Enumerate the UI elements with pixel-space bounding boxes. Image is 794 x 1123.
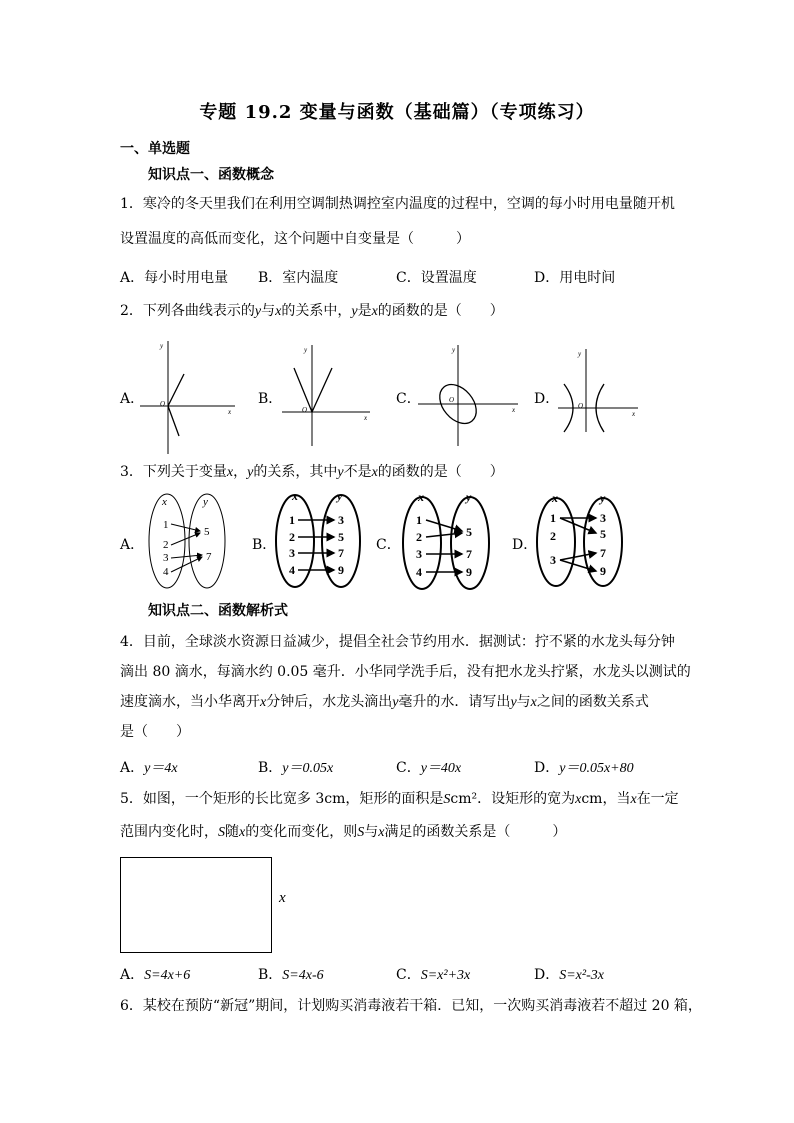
axis-y-label: y (452, 346, 456, 354)
q2-label-a: A． (120, 391, 145, 407)
domain-value: 1 (289, 513, 295, 527)
range-value: 5 (600, 527, 606, 541)
domain-value: 3 (550, 553, 556, 567)
set-y-label: y (466, 490, 472, 504)
domain-value: 2 (289, 530, 295, 544)
q1-option-a: A．每小时用电量 (120, 270, 229, 286)
question-4-line-3: 速度滴水，当小华离开x分钟后，水龙头滴出y毫升的水．请写出y与x之间的函数关系式 (120, 694, 649, 710)
q5-option-c: C．S=x²+3x (396, 967, 471, 983)
question-5-line-2: 范围内变化时，S随x的变化而变化，则S与x满足的函数关系是（ ） (120, 824, 567, 840)
question-3-stem: 3．下列关于变量x，y的关系，其中y不是x的函数的是（ ） (120, 464, 504, 480)
range-value: 9 (466, 565, 472, 579)
domain-value: 1 (550, 511, 556, 525)
q3-label-b: B． (252, 537, 277, 553)
mapping-diagram-c (403, 490, 489, 589)
range-value: 7 (338, 546, 344, 560)
set-x-label: x (552, 491, 558, 505)
rectangle-figure (120, 857, 272, 953)
section-heading: 一、单选题 (120, 141, 190, 157)
axis-origin-label: O (302, 406, 308, 414)
set-y-label: y (600, 491, 606, 505)
set-x-label: x (162, 496, 167, 508)
range-value: 7 (600, 546, 606, 560)
axis-origin-label: O (160, 400, 166, 408)
domain-value: 4 (163, 566, 169, 578)
q5-option-a: A．S=4x+6 (120, 967, 191, 983)
q4-option-d: D．y＝0.05x+80 (534, 760, 634, 776)
q2-label-b: B． (258, 391, 283, 407)
axis-x-label: x (632, 410, 636, 418)
q2-label-c: C． (396, 391, 421, 407)
q1-option-c: C．设置温度 (396, 270, 477, 286)
set-x-label: x (292, 489, 298, 503)
q4-option-c: C．y＝40x (396, 760, 462, 776)
axis-origin-label: O (449, 396, 455, 404)
range-value: 5 (466, 525, 472, 539)
range-value: 7 (466, 547, 472, 561)
domain-value: 2 (416, 530, 422, 544)
q4-option-b: B．y＝0.05x (258, 760, 334, 776)
question-6-line-1: 6．某校在预防“新冠”期间，计划购买消毒液若干箱．已知，一次购买消毒液若不超过 20 箱， (120, 998, 702, 1014)
q5-option-d: D．S=x²-3x (534, 967, 604, 983)
axis-y-label: y (304, 346, 308, 354)
set-y-label: y (337, 489, 343, 503)
set-x-label: x (418, 490, 424, 504)
range-value: 9 (600, 564, 606, 578)
q3-label-c: C． (376, 537, 401, 553)
axis-y-label: y (578, 350, 582, 358)
range-value: 3 (600, 511, 606, 525)
domain-value: 3 (163, 552, 169, 564)
domain-value: 4 (289, 563, 295, 577)
set-y-label: y (203, 496, 208, 508)
domain-value: 2 (163, 539, 169, 551)
knowledge-point-heading: 知识点一、函数概念 (148, 167, 274, 183)
mapping-diagram-d (537, 491, 622, 586)
q1-option-d: D．用电时间 (534, 270, 616, 286)
q2-label-d: D． (534, 391, 560, 407)
q3-label-d: D． (512, 537, 538, 553)
range-value: 5 (204, 526, 210, 538)
q1-option-b: B．室内温度 (258, 270, 339, 286)
mapping-diagram-a (149, 494, 225, 588)
axis-x-label: x (364, 414, 368, 422)
page-title: 专题 19.2 变量与函数（基础篇）（专项练习） (199, 102, 595, 123)
q5-option-b: B．S=4x-6 (258, 967, 324, 983)
axis-origin-label: O (578, 402, 584, 410)
question-4-line-1: 4．目前，全球淡水资源日益减少，提倡全社会节约用水．据测试：拧不紧的水龙头每分钟 (120, 634, 675, 650)
domain-value: 2 (550, 529, 556, 543)
question-4-line-4: 是（ ） (120, 724, 190, 740)
range-value: 3 (338, 513, 344, 527)
mapping-diagram-b (276, 489, 360, 587)
knowledge-point-heading: 知识点二、函数解析式 (148, 603, 288, 619)
range-value: 5 (338, 530, 344, 544)
rectangle-side-label: x (279, 890, 286, 906)
axis-x-label: x (228, 408, 232, 416)
domain-value: 3 (416, 547, 422, 561)
domain-value: 1 (416, 513, 422, 527)
question-4-line-2: 滴出 80 滴水，每滴水约 0.05 毫升．小华同学洗手后，没有把水龙头拧紧，水龙头以测试的 (120, 664, 691, 680)
q4-option-a: A．y＝4x (120, 760, 178, 776)
range-value: 9 (338, 563, 344, 577)
question-2-stem: 2．下列各曲线表示的y与x的关系中，y是x的函数的是（ ） (120, 303, 504, 319)
domain-value: 3 (289, 546, 295, 560)
axis-y-label: y (160, 342, 164, 350)
question-1-line-1: 1．寒冷的冬天里我们在利用空调制热调控室内温度的过程中，空调的每小时用电量随开机 (120, 196, 675, 212)
domain-value: 4 (416, 565, 422, 579)
q3-label-a: A． (120, 537, 145, 553)
axis-x-label: x (512, 406, 516, 414)
range-value: 7 (206, 551, 212, 563)
question-5-line-1: 5．如图，一个矩形的长比宽多 3cm，矩形的面积是Scm²．设矩形的宽为xcm，当x在一定 (120, 791, 679, 807)
domain-value: 1 (163, 519, 169, 531)
question-1-line-2: 设置温度的高低而变化，这个问题中自变量是（ ） (120, 231, 470, 247)
